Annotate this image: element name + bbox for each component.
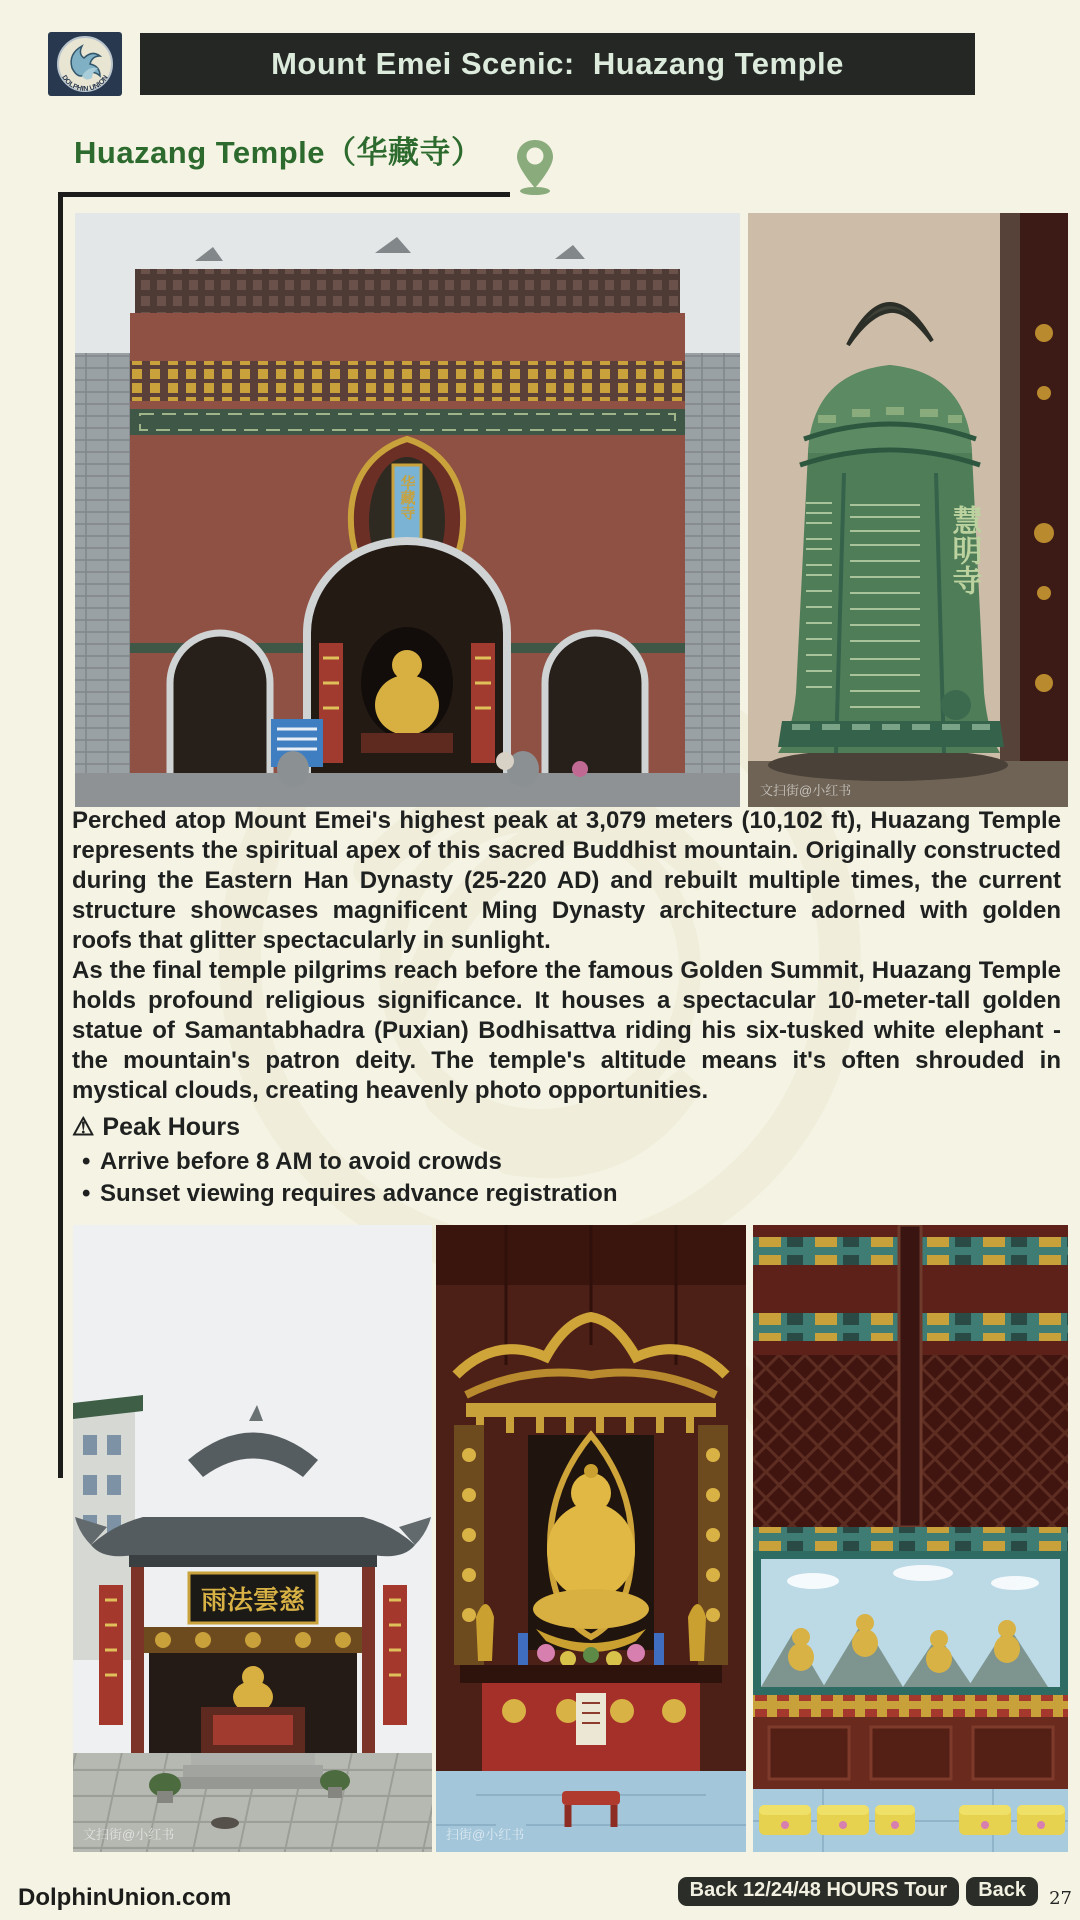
altar-photo-watermark: 扫街@小红书	[446, 1827, 525, 1842]
photo-temple-facade	[75, 213, 740, 807]
location-pin-icon	[514, 138, 558, 198]
bell-photo-watermark: 文扫街@小红书	[760, 783, 852, 798]
site-url: DolphinUnion.com	[18, 1884, 232, 1911]
facade-plaque-text: 华藏寺	[398, 475, 416, 520]
peak-hours-heading	[72, 1112, 1061, 1142]
paragraph-significance: As the final temple pilgrims reach before the famous Golden Summit, Huazang Temple holds profound religious significance. It houses a spectacular 10-meter-tall golden statue of Samantabhadra (Puxian) Bodhisattva riding his six-tusked white elephant - the mountain's patron deity. The temple's altitude means it's often shrouded in mystical clouds, creating heavenly photo opportunities.	[72, 957, 1061, 1104]
footer-buttons	[678, 1877, 1038, 1906]
back-tour-button[interactable]: Back 12/24/48 HOURS Tour	[678, 1877, 960, 1906]
photo-carved-wall	[753, 1225, 1068, 1852]
warning-icon: ⚠	[72, 1113, 95, 1141]
list-item: • Sunset viewing requires advance registration	[72, 1178, 1061, 1210]
photo-temple-courtyard	[73, 1225, 432, 1852]
back-button[interactable]: Back	[966, 1877, 1038, 1906]
body-text	[72, 806, 1061, 1210]
logo-arc-text: DOLPHIN UNION	[60, 74, 110, 93]
peak-hours-label: Peak Hours	[102, 1112, 240, 1141]
photo-bronze-bell	[748, 213, 1068, 807]
courtyard-photo-watermark: 文扫街@小红书	[83, 1827, 175, 1842]
peak-hours-list	[72, 1146, 1061, 1210]
section-heading: Huazang Temple（华藏寺）	[74, 135, 483, 170]
left-accent-line	[58, 192, 63, 1478]
page-title-bar	[140, 33, 975, 95]
page-title: Mount Emei Scenic: Huazang Temple	[271, 46, 844, 81]
list-item: • Arrive before 8 AM to avoid crowds	[72, 1146, 1061, 1178]
page-number: 27	[1049, 1888, 1072, 1909]
heading-underline	[62, 192, 510, 197]
photo-golden-altar	[436, 1225, 746, 1852]
paragraph-overview: Perched atop Mount Emei's highest peak at 3,079 meters (10,102 ft), Huazang Temple represents the spiritual apex of this sacred Buddhist mountain. Originally constructed during the Eastern Han Dynasty (25-220 AD) and rebuilt multiple times, the current structure showcases magnificent Ming Dynasty architecture adorned with golden roofs that glitter spectacularly in sunlight.	[72, 807, 1061, 954]
bell-inscription: 慧明寺	[947, 505, 981, 595]
courtyard-plaque-text: 雨法雲慈	[200, 1585, 306, 1615]
dolphin-union-logo	[48, 32, 122, 96]
